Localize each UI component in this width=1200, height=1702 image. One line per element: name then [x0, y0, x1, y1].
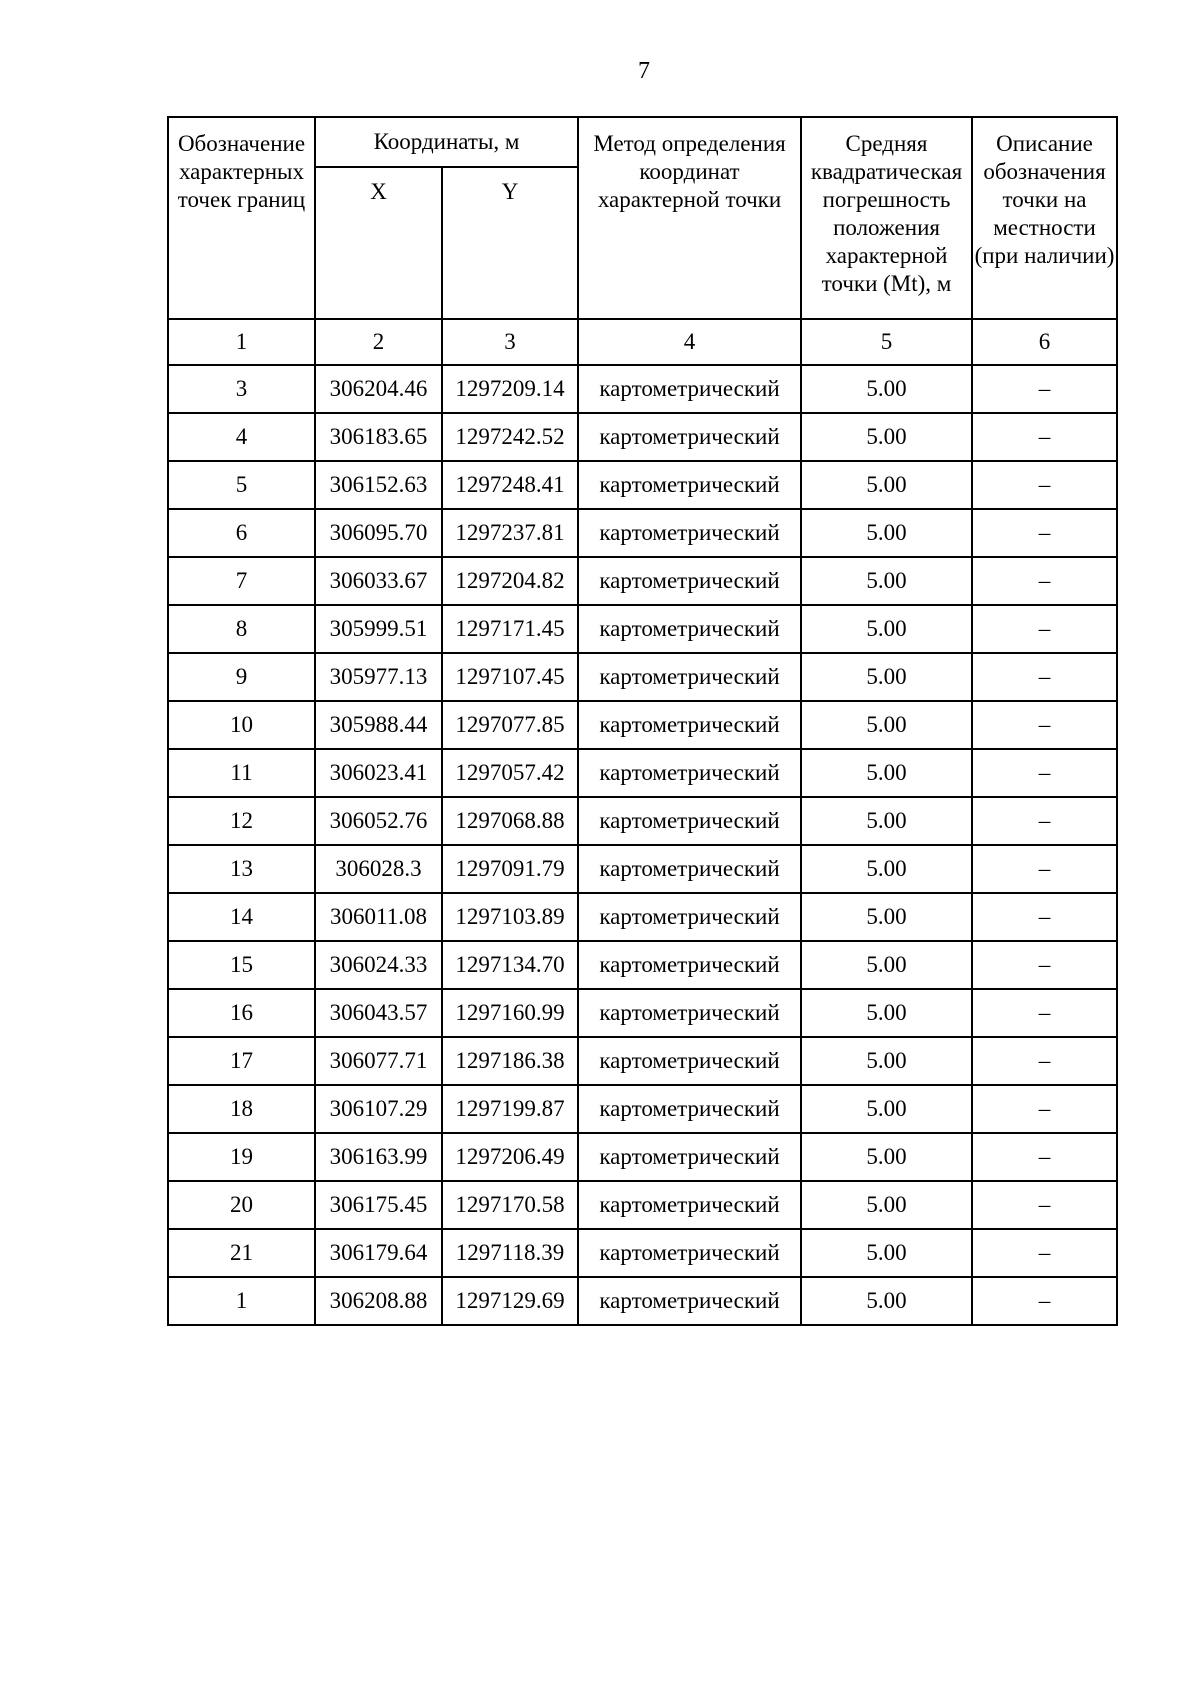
cell-method: картометрический	[578, 701, 801, 749]
column-numbers-row	[168, 319, 1117, 365]
cell-description: –	[972, 605, 1117, 653]
cell-description: –	[972, 1181, 1117, 1229]
cell-point: 5	[168, 461, 315, 509]
cell-description: –	[972, 893, 1117, 941]
cell-error: 5.00	[801, 701, 972, 749]
cell-x: 306024.33	[315, 941, 442, 989]
cell-description: –	[972, 701, 1117, 749]
cell-description: –	[972, 365, 1117, 413]
cell-description: –	[972, 653, 1117, 701]
cell-error: 5.00	[801, 461, 972, 509]
coordinates-table	[167, 116, 1118, 1326]
column-number: 5	[801, 319, 972, 365]
cell-method: картометрический	[578, 605, 801, 653]
cell-point: 11	[168, 749, 315, 797]
cell-error: 5.00	[801, 1229, 972, 1277]
cell-y: 1297170.58	[442, 1181, 578, 1229]
table-row	[168, 893, 1117, 941]
cell-method: картометрический	[578, 365, 801, 413]
cell-description: –	[972, 845, 1117, 893]
table-row	[168, 1181, 1117, 1229]
header-y: Y	[442, 167, 578, 319]
column-number: 1	[168, 319, 315, 365]
cell-error: 5.00	[801, 941, 972, 989]
table-row	[168, 797, 1117, 845]
table-row	[168, 749, 1117, 797]
cell-point: 13	[168, 845, 315, 893]
table-row	[168, 653, 1117, 701]
table-row	[168, 461, 1117, 509]
column-number: 2	[315, 319, 442, 365]
cell-x: 306152.63	[315, 461, 442, 509]
cell-method: картометрический	[578, 413, 801, 461]
cell-x: 306107.29	[315, 1085, 442, 1133]
table-row	[168, 509, 1117, 557]
cell-error: 5.00	[801, 989, 972, 1037]
header-point: Обозначение характерных точек границ	[168, 117, 315, 319]
cell-point: 6	[168, 509, 315, 557]
table-row	[168, 365, 1117, 413]
cell-description: –	[972, 1277, 1117, 1325]
cell-x: 306028.3	[315, 845, 442, 893]
cell-y: 1297118.39	[442, 1229, 578, 1277]
cell-point: 17	[168, 1037, 315, 1085]
cell-y: 1297204.82	[442, 557, 578, 605]
cell-x: 306077.71	[315, 1037, 442, 1085]
cell-point: 21	[168, 1229, 315, 1277]
cell-y: 1297186.38	[442, 1037, 578, 1085]
cell-point: 16	[168, 989, 315, 1037]
page-number: 7	[638, 58, 650, 84]
header-coordinates: Координаты, м	[315, 117, 578, 167]
cell-x: 306052.76	[315, 797, 442, 845]
cell-point: 3	[168, 365, 315, 413]
cell-description: –	[972, 1085, 1117, 1133]
cell-method: картометрический	[578, 845, 801, 893]
cell-error: 5.00	[801, 653, 972, 701]
cell-point: 8	[168, 605, 315, 653]
table-row	[168, 1085, 1117, 1133]
table-row	[168, 605, 1117, 653]
cell-description: –	[972, 461, 1117, 509]
cell-x: 306183.65	[315, 413, 442, 461]
cell-x: 306175.45	[315, 1181, 442, 1229]
header-method: Метод определения координат характерной точки	[578, 117, 801, 319]
cell-error: 5.00	[801, 749, 972, 797]
cell-point: 18	[168, 1085, 315, 1133]
cell-point: 10	[168, 701, 315, 749]
cell-x: 305999.51	[315, 605, 442, 653]
cell-description: –	[972, 989, 1117, 1037]
cell-point: 20	[168, 1181, 315, 1229]
cell-point: 12	[168, 797, 315, 845]
cell-x: 306011.08	[315, 893, 442, 941]
cell-method: картометрический	[578, 989, 801, 1037]
header-description: Описание обозначения точки на местности (при наличии)	[972, 117, 1117, 319]
table-row	[168, 557, 1117, 605]
cell-description: –	[972, 509, 1117, 557]
cell-description: –	[972, 749, 1117, 797]
cell-point: 7	[168, 557, 315, 605]
cell-method: картометрический	[578, 1133, 801, 1181]
table-row	[168, 1229, 1117, 1277]
cell-error: 5.00	[801, 557, 972, 605]
column-number: 3	[442, 319, 578, 365]
table-row	[168, 701, 1117, 749]
cell-x: 306043.57	[315, 989, 442, 1037]
cell-method: картометрический	[578, 1037, 801, 1085]
cell-y: 1297103.89	[442, 893, 578, 941]
cell-method: картометрический	[578, 1085, 801, 1133]
cell-x: 306208.88	[315, 1277, 442, 1325]
cell-method: картометрический	[578, 509, 801, 557]
cell-x: 306163.99	[315, 1133, 442, 1181]
cell-y: 1297160.99	[442, 989, 578, 1037]
cell-method: картометрический	[578, 893, 801, 941]
cell-description: –	[972, 1037, 1117, 1085]
cell-y: 1297134.70	[442, 941, 578, 989]
cell-y: 1297206.49	[442, 1133, 578, 1181]
cell-method: картометрический	[578, 1277, 801, 1325]
cell-description: –	[972, 1229, 1117, 1277]
cell-x: 305988.44	[315, 701, 442, 749]
cell-y: 1297209.14	[442, 365, 578, 413]
cell-error: 5.00	[801, 1133, 972, 1181]
cell-y: 1297107.45	[442, 653, 578, 701]
cell-error: 5.00	[801, 797, 972, 845]
cell-method: картометрический	[578, 1181, 801, 1229]
table-row	[168, 845, 1117, 893]
cell-y: 1297242.52	[442, 413, 578, 461]
cell-error: 5.00	[801, 509, 972, 557]
cell-error: 5.00	[801, 413, 972, 461]
cell-error: 5.00	[801, 1037, 972, 1085]
table-row	[168, 1277, 1117, 1325]
cell-point: 14	[168, 893, 315, 941]
cell-description: –	[972, 413, 1117, 461]
column-number: 6	[972, 319, 1117, 365]
cell-method: картометрический	[578, 653, 801, 701]
cell-method: картометрический	[578, 749, 801, 797]
cell-y: 1297057.42	[442, 749, 578, 797]
cell-description: –	[972, 797, 1117, 845]
cell-method: картометрический	[578, 461, 801, 509]
cell-error: 5.00	[801, 1277, 972, 1325]
header-error: Средняя квадратическая погрешность положения характерной точки (Mt), м	[801, 117, 972, 319]
cell-point: 1	[168, 1277, 315, 1325]
cell-error: 5.00	[801, 1181, 972, 1229]
cell-y: 1297237.81	[442, 509, 578, 557]
table-row	[168, 413, 1117, 461]
column-number: 4	[578, 319, 801, 365]
cell-method: картометрический	[578, 557, 801, 605]
cell-point: 19	[168, 1133, 315, 1181]
cell-y: 1297129.69	[442, 1277, 578, 1325]
table-row	[168, 1133, 1117, 1181]
cell-error: 5.00	[801, 605, 972, 653]
table-row	[168, 941, 1117, 989]
cell-x: 306033.67	[315, 557, 442, 605]
cell-x: 306179.64	[315, 1229, 442, 1277]
cell-y: 1297199.87	[442, 1085, 578, 1133]
cell-error: 5.00	[801, 365, 972, 413]
cell-point: 15	[168, 941, 315, 989]
table-row	[168, 1037, 1117, 1085]
cell-y: 1297068.88	[442, 797, 578, 845]
cell-error: 5.00	[801, 893, 972, 941]
cell-method: картометрический	[578, 1229, 801, 1277]
cell-description: –	[972, 1133, 1117, 1181]
cell-x: 306095.70	[315, 509, 442, 557]
cell-point: 4	[168, 413, 315, 461]
cell-x: 306023.41	[315, 749, 442, 797]
cell-y: 1297171.45	[442, 605, 578, 653]
cell-description: –	[972, 557, 1117, 605]
cell-x: 305977.13	[315, 653, 442, 701]
header-x: X	[315, 167, 442, 319]
table-body	[168, 365, 1117, 1325]
cell-y: 1297248.41	[442, 461, 578, 509]
cell-y: 1297077.85	[442, 701, 578, 749]
cell-point: 9	[168, 653, 315, 701]
table-row	[168, 989, 1117, 1037]
cell-y: 1297091.79	[442, 845, 578, 893]
cell-method: картометрический	[578, 941, 801, 989]
cell-method: картометрический	[578, 797, 801, 845]
cell-description: –	[972, 941, 1117, 989]
cell-error: 5.00	[801, 1085, 972, 1133]
cell-error: 5.00	[801, 845, 972, 893]
cell-x: 306204.46	[315, 365, 442, 413]
